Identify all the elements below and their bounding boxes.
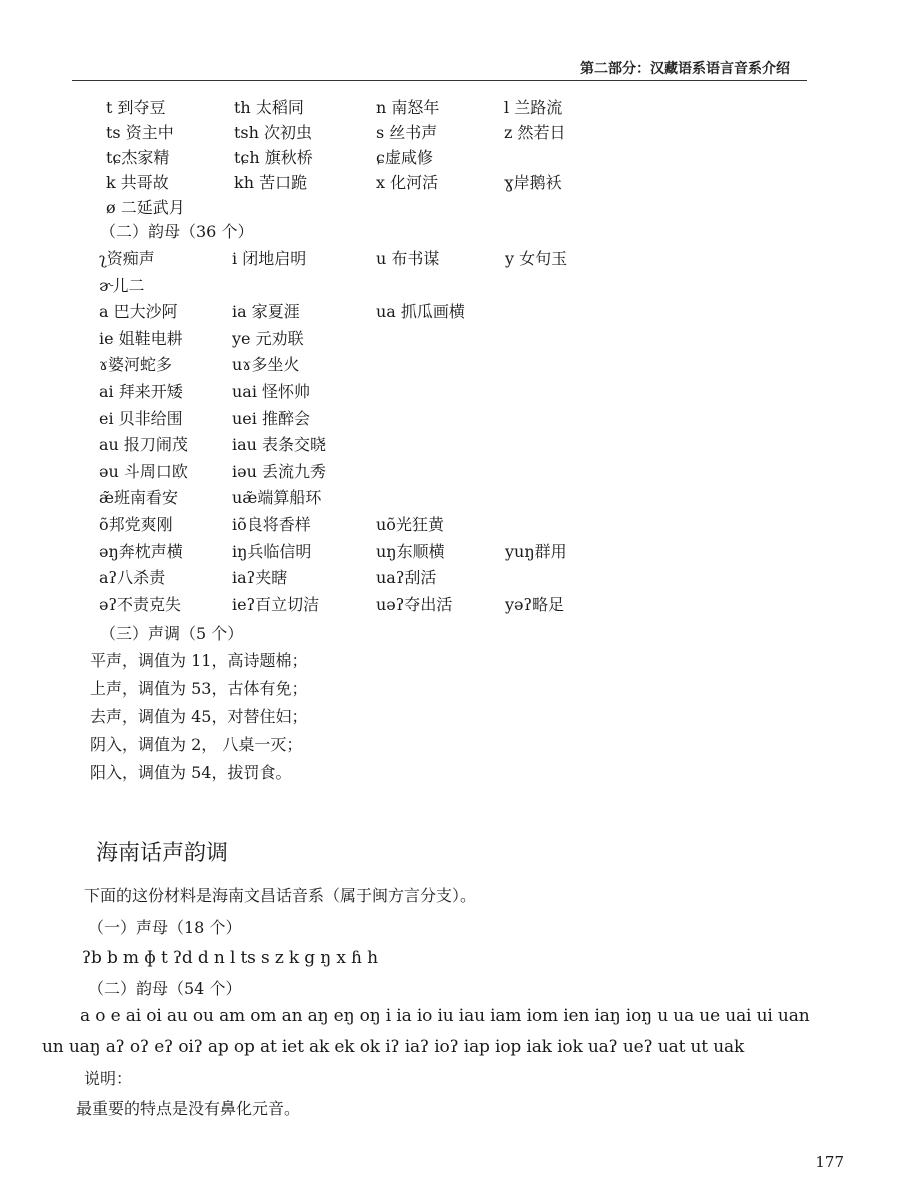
finals-cell: uõ光狂黄 [376, 515, 444, 534]
tone-line: 去声，调值为 45，对替住妇； [90, 707, 308, 726]
initials-cell: ø 二延武月 [106, 198, 185, 217]
finals-cell: ua 抓瓜画横 [376, 302, 465, 322]
finals-cell: əʔ不责克失 [99, 594, 182, 614]
finals-cell: iau 表条交晓 [232, 435, 327, 455]
finals-cell: ieʔ百立切洁 [232, 594, 320, 614]
finals-cell: u 布书谋 [376, 249, 440, 268]
tone-line: 阴入，调值为 2， 八桌一灭； [90, 735, 303, 754]
note-text: 最重要的特点是没有鼻化元音。 [76, 1099, 301, 1118]
finals-cell: ei 贝非给围 [99, 408, 183, 428]
initials-cell: tɕ杰家精 [106, 148, 170, 167]
finals-cell: i 闭地启明 [232, 249, 307, 268]
running-head: 第二部分：汉藏语系语言音系介绍 [580, 61, 790, 77]
finals-cell: uei 推醉会 [232, 408, 310, 428]
finals-cell: y 女句玉 [505, 249, 568, 268]
hainan-finals-line-2: un uaŋ aʔ oʔ eʔ oiʔ ap op at iet ak ek ok iʔ iaʔ ioʔ iap iop iak iok uaʔ ueʔ uat ut uak [42, 1037, 745, 1057]
finals-cell: yəʔ略足 [505, 594, 565, 614]
initials-cell: s 丝书声 [376, 123, 438, 142]
finals-cell: ʅ资痴声 [99, 249, 155, 268]
finals-cell: ɤ婆河蛇多 [99, 355, 173, 375]
finals-cell: ai 拜来开矮 [99, 382, 183, 401]
intro-paragraph: 下面的这份材料是海南文昌话音系（属于闽方言分支）。 [84, 886, 477, 905]
finals-cell: iəu 丢流九秀 [232, 461, 326, 481]
finals-cell: yuŋ群用 [505, 541, 567, 561]
finals-cell: uai 怪怀帅 [232, 382, 311, 401]
finals-cell: iõ良将香样 [232, 515, 311, 534]
initials-cell: ts 资主中 [106, 123, 174, 142]
finals-cell: əŋ奔枕声横 [99, 541, 183, 561]
initials-cell: z 然若日 [504, 123, 566, 142]
initials-cell: x 化河活 [376, 173, 439, 192]
tone-line: 阳入，调值为 54，拔罚食。 [90, 763, 292, 782]
finals-cell: uɤ多坐火 [232, 355, 300, 375]
initials-cell: tsh 次初虫 [234, 123, 313, 142]
finals-cell: aʔ八杀责 [99, 568, 166, 588]
finals-cell: uaʔ刮活 [376, 568, 437, 588]
hainan-initials-list: ʔb b m ɸ t ʔd d n l ts s z k g ŋ x ɦ h [82, 948, 378, 968]
section-title: 海南话声韵调 [96, 841, 229, 866]
finals-cell: a 巴大沙阿 [99, 302, 178, 322]
header-rule [72, 80, 807, 81]
hainan-finals-line-1: a o e ai oi au ou am om an aŋ eŋ oŋ i ia io iu iau iam iom ien iaŋ ioŋ u ua ue uai ui uan [80, 1006, 810, 1026]
finals-heading: （二）韵母（36 个） [100, 222, 254, 241]
note-label: 说明： [84, 1069, 133, 1088]
initials-cell: kh 苦口跪 [234, 173, 308, 192]
finals-cell: iŋ兵临信明 [232, 541, 312, 561]
finals-cell: ye 元劝联 [232, 328, 304, 348]
finals-cell: uəʔ夺出活 [376, 594, 453, 614]
tone-line: 上声，调值为 53，古体有免； [90, 679, 308, 698]
page-number: 177 [815, 1153, 844, 1171]
finals-cell: uæ̃端算船环 [232, 488, 322, 508]
finals-cell: ie 姐鞋电耕 [99, 328, 183, 348]
initials-cell: l 兰路流 [504, 98, 563, 117]
finals-cell: au 报刀闹茂 [99, 435, 188, 455]
finals-cell: uŋ东顺横 [376, 541, 445, 561]
hainan-initials-heading: （一）声母（18 个） [88, 918, 242, 937]
tone-line: 平声，调值为 11，高诗题棉； [90, 651, 308, 670]
initials-cell: k 共哥故 [106, 173, 169, 192]
initials-cell: ɣ岸鹅袄 [504, 173, 562, 192]
finals-cell: ɚ儿二 [99, 275, 145, 295]
initials-cell: th 太稻同 [234, 98, 304, 117]
initials-cell: ɕ虚咸修 [376, 148, 433, 167]
initials-cell: t 到夺豆 [106, 98, 166, 117]
tones-heading: （三）声调（5 个） [100, 624, 244, 643]
initials-cell: tɕh 旗秋桥 [234, 148, 313, 167]
initials-cell: n 南怒年 [376, 98, 440, 117]
finals-cell: əu 斗周口欧 [99, 461, 188, 481]
finals-cell: æ̃班南看安 [99, 488, 179, 508]
finals-cell: ia 家夏涯 [232, 302, 300, 322]
finals-cell: õ邦党爽刚 [99, 515, 173, 534]
finals-cell: iaʔ夹瞎 [232, 568, 288, 588]
hainan-finals-heading: （二）韵母（54 个） [88, 979, 242, 998]
